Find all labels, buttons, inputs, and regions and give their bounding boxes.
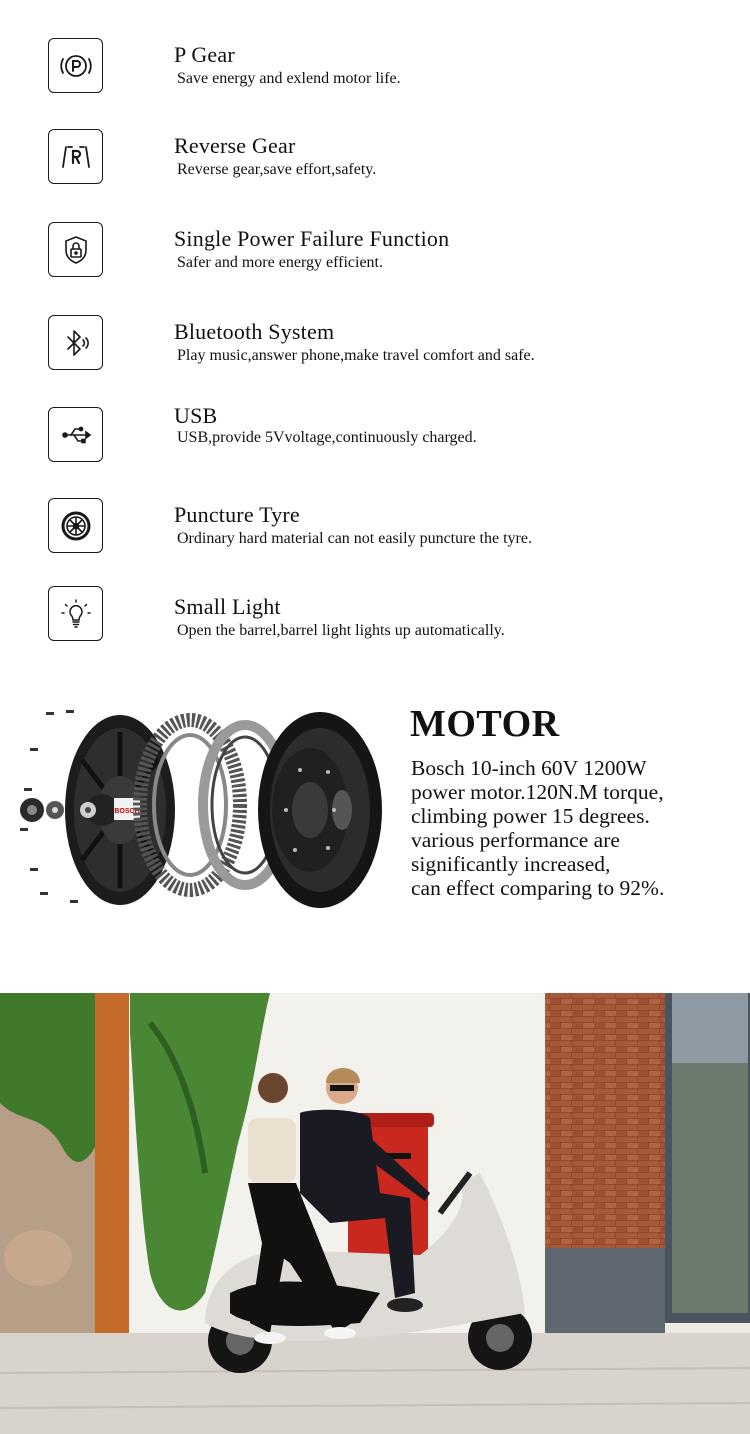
feature-desc: Ordinary hard material can not easily puncture the tyre. xyxy=(177,530,532,547)
feature-title: Bluetooth System xyxy=(174,319,335,344)
feature-bluetooth xyxy=(0,315,750,385)
feature-desc: Reverse gear,save effort,safety. xyxy=(177,161,377,178)
usb-icon xyxy=(48,407,103,462)
feature-p-gear xyxy=(0,38,750,108)
parking-gear-icon xyxy=(48,38,103,93)
reverse-gear-icon xyxy=(48,129,103,184)
motor-exploded-image xyxy=(10,700,390,910)
feature-power-failure xyxy=(0,222,750,292)
tyre-icon xyxy=(48,498,103,553)
feature-title: P Gear xyxy=(174,42,235,67)
feature-title: Puncture Tyre xyxy=(174,502,300,527)
lifestyle-photo xyxy=(0,993,750,1434)
feature-small-light xyxy=(0,586,750,656)
motor-title: MOTOR xyxy=(410,703,560,745)
feature-desc: Safer and more energy efficient. xyxy=(177,254,383,271)
motor-description: Bosch 10-inch 60V 1200W power motor.120N.M torque, climbing power 15 degrees. various performance are significantly increased, can effect comparing to 92%. xyxy=(411,756,665,900)
bluetooth-icon xyxy=(48,315,103,370)
feature-reverse-gear xyxy=(0,129,750,199)
motor-section xyxy=(0,690,750,940)
feature-title: Small Light xyxy=(174,594,281,619)
feature-title: Reverse Gear xyxy=(174,133,296,158)
feature-puncture-tyre xyxy=(0,498,750,568)
feature-desc: USB,provide 5Vvoltage,continuously charged. xyxy=(177,429,477,446)
bosch-label: BOSCH xyxy=(114,808,140,815)
feature-usb xyxy=(0,403,750,477)
feature-desc: Play music,answer phone,make travel comfort and safe. xyxy=(177,347,535,364)
shield-lock-icon xyxy=(48,222,103,277)
feature-desc: Save energy and exlend motor life. xyxy=(177,70,401,87)
lightbulb-icon xyxy=(48,586,103,641)
feature-desc: Open the barrel,barrel light lights up automatically. xyxy=(177,622,505,639)
feature-title: USB xyxy=(174,403,218,428)
feature-title: Single Power Failure Function xyxy=(174,226,450,251)
